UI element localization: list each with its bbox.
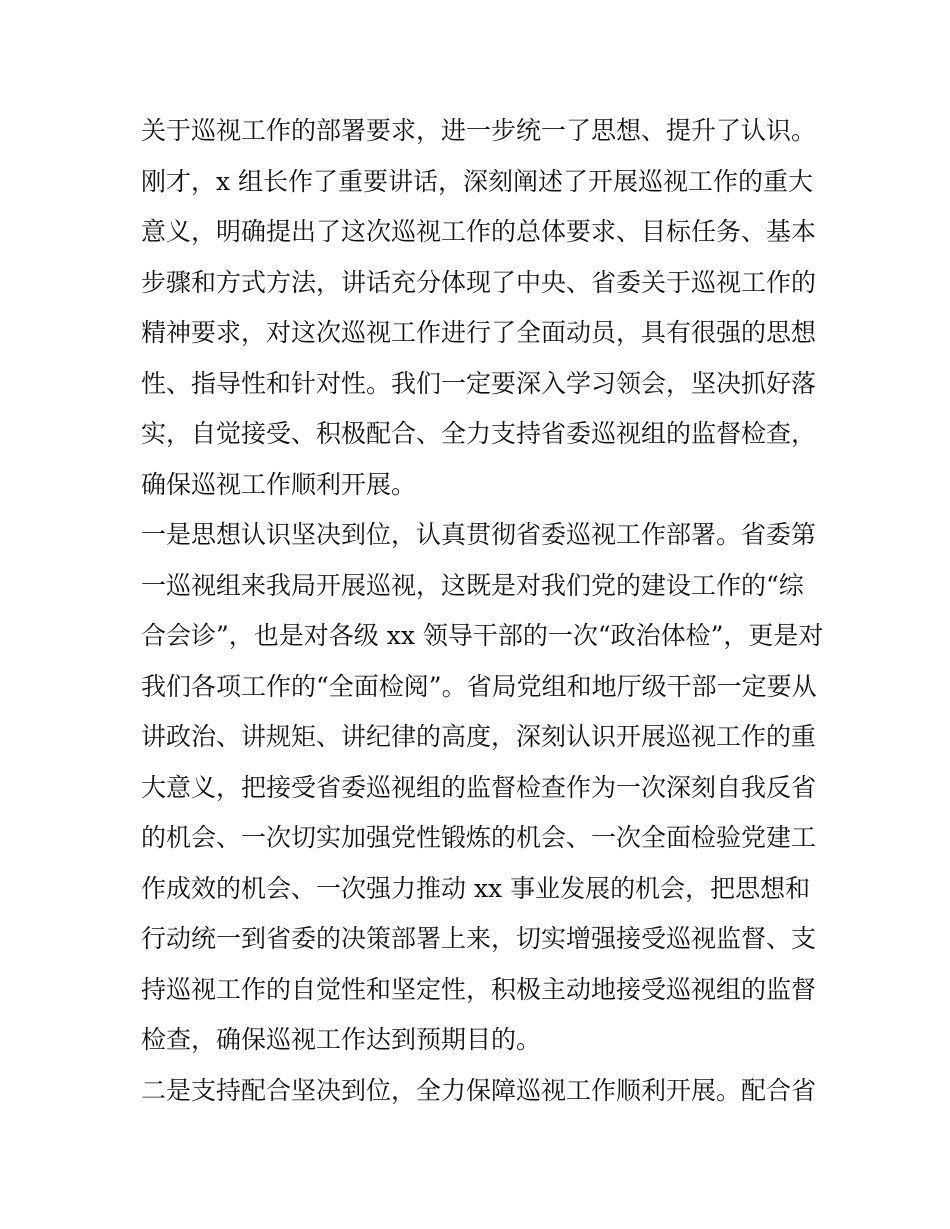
text-line: 刚才，x 组长作了重要讲话，深刻阐述了开展巡视工作的重大 bbox=[141, 166, 814, 196]
paragraph-2 bbox=[141, 510, 824, 1066]
text-line: 意义，明确提出了这次巡视工作的总体要求、目标任务、基本 bbox=[141, 217, 817, 246]
text-line: 检查，确保巡视工作达到预期目的。 bbox=[141, 1025, 542, 1054]
text-line: 讲政治、讲规矩、讲纪律的高度，深刻认识开展巡视工作的重 bbox=[141, 722, 817, 751]
text-line: 行动统一到省委的决策部署上来，切实增强接受巡视监督、支 bbox=[141, 924, 817, 953]
paragraph-3 bbox=[141, 1066, 821, 1117]
text-line: 二是支持配合坚决到位，全力保障巡视工作顺利开展。配合省 bbox=[141, 1075, 817, 1105]
text-line: 实，自觉接受、积极配合、全力支持省委巡视组的监督检查， bbox=[141, 419, 817, 448]
text-line: 作成效的机会、一次强力推动 xx 事业发展的机会，把思想和 bbox=[141, 873, 811, 903]
text-line: 大意义，把接受省委巡视组的监督检查作为一次深刻自我反省 bbox=[141, 772, 817, 802]
text-line: 持巡视工作的自觉性和坚定性，积极主动地接受巡视组的监督 bbox=[141, 974, 817, 1004]
text-line: 步骤和方式方法，讲话充分体现了中央、省委关于巡视工作的 bbox=[141, 267, 817, 297]
document-body bbox=[141, 106, 824, 1116]
text-line: 确保巡视工作顺利开展。 bbox=[141, 469, 417, 499]
text-line: 关于巡视工作的部署要求，进一步统一了思想、提升了认识。 bbox=[141, 116, 817, 145]
text-line: 精神要求，对这次巡视工作进行了全面动员，具有很强的思想 bbox=[141, 318, 817, 347]
text-line: 我们各项工作的“全面检阅”。省局党组和地厅级干部一定要从 bbox=[141, 671, 817, 701]
text-line: 一是思想认识坚决到位，认真贯彻省委巡视工作部署。省委第 bbox=[141, 520, 817, 549]
text-line: 性、指导性和针对性。我们一定要深入学习领会，坚决抓好落 bbox=[141, 368, 817, 398]
paragraph-1 bbox=[141, 106, 821, 510]
text-line: 一巡视组来我局开展巡视，这既是对我们党的建设工作的“综 bbox=[141, 570, 804, 600]
text-line: 合会诊”，也是对各级 xx 领导干部的一次“政治体检”，更是对 bbox=[141, 621, 824, 650]
text-line: 的机会、一次切实加强党性锻炼的机会、一次全面检验党建工 bbox=[141, 823, 817, 852]
